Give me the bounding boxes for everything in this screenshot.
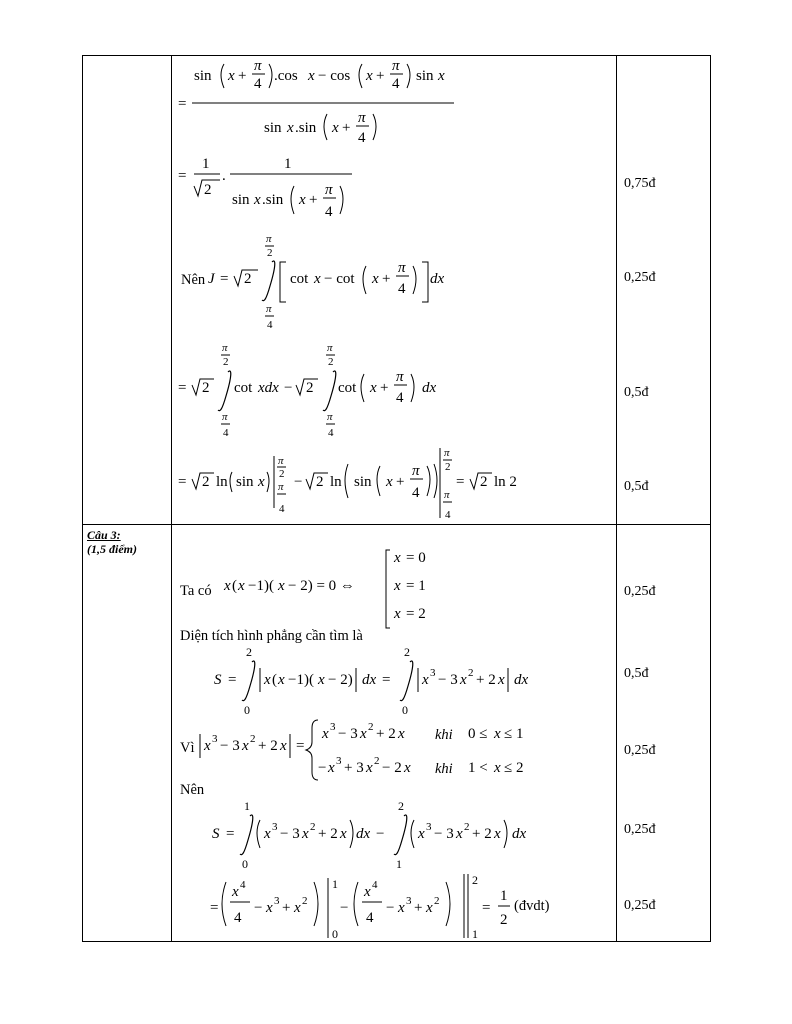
- svg-text:3: 3: [330, 721, 336, 733]
- svg-text:x: x: [394, 606, 401, 622]
- svg-text:− 3: − 3: [280, 826, 300, 842]
- svg-text:2: 2: [500, 912, 508, 928]
- svg-text:x: x: [278, 672, 285, 688]
- svg-text:+: +: [282, 900, 291, 916]
- svg-text:2: 2: [316, 474, 324, 490]
- svg-text:x: x: [264, 826, 271, 842]
- svg-text:0: 0: [244, 703, 250, 717]
- svg-text:x: x: [494, 726, 501, 742]
- svg-text:J: J: [208, 271, 215, 287]
- svg-text:2: 2: [279, 468, 285, 480]
- svg-text:− 3: − 3: [438, 672, 458, 688]
- svg-text:3: 3: [274, 895, 280, 907]
- svg-text:x: x: [398, 726, 405, 742]
- svg-text:− 3: − 3: [338, 726, 358, 742]
- svg-text:π: π: [325, 182, 333, 198]
- svg-text:2: 2: [223, 356, 229, 368]
- svg-text:x: x: [460, 672, 467, 688]
- svg-text:x: x: [302, 826, 309, 842]
- svg-text:π: π: [412, 463, 420, 479]
- svg-text:x: x: [360, 726, 367, 742]
- svg-text:x: x: [318, 672, 325, 688]
- svg-text:x: x: [204, 738, 211, 754]
- svg-text:x: x: [366, 68, 373, 84]
- text-nen: Nên: [180, 782, 205, 798]
- svg-text:1: 1: [202, 156, 210, 172]
- svg-text:π: π: [266, 233, 272, 245]
- svg-text:2: 2: [404, 645, 410, 659]
- svg-text:2: 2: [246, 645, 252, 659]
- svg-text:x: x: [228, 68, 235, 84]
- svg-text:− 2) = 0 ⇔: − 2) = 0 ⇔: [288, 578, 355, 594]
- svg-text:x: x: [494, 826, 501, 842]
- svg-text:+: +: [396, 474, 405, 490]
- svg-text:1: 1: [472, 927, 478, 938]
- svg-text:x: x: [308, 68, 315, 84]
- svg-text:x: x: [294, 900, 301, 916]
- svg-text:2: 2: [202, 474, 210, 490]
- svg-text:xdx: xdx: [258, 380, 279, 396]
- svg-text:1: 1: [244, 799, 250, 813]
- svg-text:dx: dx: [430, 271, 445, 287]
- svg-text:+: +: [376, 68, 385, 84]
- svg-text:S: S: [212, 826, 220, 842]
- svg-text:− cot: − cot: [324, 271, 355, 287]
- svg-text:4: 4: [445, 509, 451, 521]
- score-7: 0,25đ: [624, 743, 656, 758]
- svg-text:2: 2: [310, 821, 316, 833]
- svg-text:− 3: − 3: [220, 738, 240, 754]
- svg-text:≤ 2: ≤ 2: [504, 760, 524, 776]
- svg-text:0: 0: [332, 927, 338, 938]
- svg-text:2: 2: [480, 474, 488, 490]
- svg-text:x: x: [258, 474, 265, 490]
- text-dvdt: (đvdt): [514, 898, 550, 914]
- text-vi: Vì: [180, 740, 195, 756]
- svg-text:=: =: [226, 826, 235, 842]
- svg-text:x: x: [278, 578, 285, 594]
- svg-text:0: 0: [402, 703, 408, 717]
- svg-text:+: +: [342, 120, 351, 136]
- svg-text:1: 1: [332, 877, 338, 891]
- svg-text:+: +: [382, 271, 391, 287]
- svg-text:ln: ln: [330, 474, 342, 490]
- svg-text:3: 3: [212, 733, 218, 745]
- svg-text:=: =: [296, 738, 305, 754]
- svg-text:sin: sin: [264, 120, 282, 136]
- svg-text:x: x: [224, 578, 231, 594]
- table-border-left: [82, 55, 83, 942]
- svg-text:+: +: [238, 68, 247, 84]
- svg-text:−: −: [318, 760, 327, 776]
- svg-text:−: −: [294, 474, 303, 490]
- svg-text:=: =: [210, 900, 219, 916]
- svg-text:π: π: [266, 303, 272, 315]
- svg-text:2: 2: [368, 721, 374, 733]
- svg-text:π: π: [444, 489, 450, 501]
- math-block-2: [172, 528, 612, 938]
- svg-text:0 ≤: 0 ≤: [468, 726, 488, 742]
- svg-text:=: =: [178, 96, 187, 112]
- svg-text:dx: dx: [356, 826, 371, 842]
- svg-text:4: 4: [372, 879, 378, 891]
- svg-text:3: 3: [336, 755, 342, 767]
- score-3: 0,5đ: [624, 385, 649, 400]
- svg-text:π: π: [358, 110, 366, 126]
- svg-text:− cos: − cos: [318, 68, 351, 84]
- svg-text:4: 4: [366, 910, 374, 926]
- svg-text:+ 2: + 2: [258, 738, 278, 754]
- svg-text:x: x: [287, 120, 294, 136]
- math-block-1: [172, 56, 612, 526]
- svg-text:x: x: [386, 474, 393, 490]
- svg-text:x: x: [322, 726, 329, 742]
- svg-text:ln: ln: [216, 474, 228, 490]
- text-nen-j: Nên: [181, 272, 206, 288]
- svg-text:2: 2: [434, 895, 440, 907]
- svg-text:x: x: [232, 884, 239, 900]
- svg-text:2: 2: [202, 380, 210, 396]
- svg-text:1 <: 1 <: [468, 760, 488, 776]
- svg-text:−: −: [340, 900, 349, 916]
- svg-text:= 1: = 1: [406, 578, 426, 594]
- svg-text:x: x: [238, 578, 245, 594]
- svg-text:π: π: [222, 342, 228, 354]
- svg-text:dx: dx: [512, 826, 527, 842]
- svg-text:=: =: [456, 474, 465, 490]
- svg-text:4: 4: [396, 390, 404, 406]
- svg-text:π: π: [392, 58, 400, 74]
- svg-text:− 3: − 3: [434, 826, 454, 842]
- svg-text:2: 2: [250, 733, 256, 745]
- svg-text:=: =: [382, 672, 391, 688]
- svg-text:4: 4: [328, 427, 334, 439]
- text-dien-tich: Diện tích hình phẳng cần tìm là: [180, 628, 363, 644]
- svg-text:2: 2: [464, 821, 470, 833]
- svg-text:x: x: [340, 826, 347, 842]
- svg-text:=: =: [228, 672, 237, 688]
- svg-text:cot: cot: [338, 380, 357, 396]
- svg-text:sin: sin: [354, 474, 372, 490]
- svg-text:≤ 1: ≤ 1: [504, 726, 524, 742]
- svg-text:2: 2: [472, 873, 478, 887]
- score-5: 0,25đ: [624, 584, 656, 599]
- table-border-right: [710, 55, 711, 942]
- svg-text:+ 3: + 3: [344, 760, 364, 776]
- svg-text:4: 4: [412, 485, 420, 501]
- svg-text:x: x: [266, 900, 273, 916]
- svg-text:4: 4: [358, 130, 366, 146]
- svg-text:x: x: [394, 578, 401, 594]
- svg-text:4: 4: [240, 879, 246, 891]
- svg-text:x: x: [438, 68, 445, 84]
- svg-text:x: x: [456, 826, 463, 842]
- svg-text:x: x: [394, 550, 401, 566]
- svg-text:π: π: [444, 447, 450, 459]
- svg-text:.sin: .sin: [295, 120, 317, 136]
- svg-text:x: x: [254, 192, 261, 208]
- svg-text:sin: sin: [232, 192, 250, 208]
- svg-text:ln 2: ln 2: [494, 474, 517, 490]
- svg-text:2: 2: [302, 895, 308, 907]
- svg-text:x: x: [242, 738, 249, 754]
- svg-text:cot: cot: [290, 271, 309, 287]
- svg-text:−1)(: −1)(: [288, 672, 314, 688]
- svg-text:3: 3: [406, 895, 412, 907]
- svg-text:2: 2: [328, 356, 334, 368]
- svg-text:1: 1: [500, 888, 508, 904]
- svg-text:x: x: [370, 380, 377, 396]
- svg-text:3: 3: [430, 667, 436, 679]
- svg-text:π: π: [396, 369, 404, 385]
- svg-text:4: 4: [267, 319, 273, 331]
- svg-text:x: x: [404, 760, 411, 776]
- question-points: (1,5 điểm): [87, 542, 137, 556]
- score-8: 0,25đ: [624, 822, 656, 837]
- svg-text:2: 2: [306, 380, 314, 396]
- svg-text:x: x: [422, 672, 429, 688]
- svg-text:−: −: [376, 826, 385, 842]
- score-4: 0,5đ: [624, 479, 649, 494]
- svg-text:x: x: [314, 271, 321, 287]
- svg-text:π: π: [327, 342, 333, 354]
- score-2: 0,25đ: [624, 270, 656, 285]
- svg-text:4: 4: [398, 281, 406, 297]
- svg-text:+ 2: + 2: [318, 826, 338, 842]
- svg-text:+ 2: + 2: [376, 726, 396, 742]
- svg-text:2: 2: [374, 755, 380, 767]
- svg-text:+: +: [380, 380, 389, 396]
- svg-text:x: x: [494, 760, 501, 776]
- svg-text:2: 2: [445, 461, 451, 473]
- svg-text:=: =: [482, 900, 491, 916]
- svg-text:4: 4: [234, 910, 242, 926]
- svg-text:x: x: [332, 120, 339, 136]
- svg-text:π: π: [278, 481, 284, 493]
- svg-text:= 0: = 0: [406, 550, 426, 566]
- svg-text:=: =: [178, 168, 187, 184]
- svg-text:dx: dx: [514, 672, 529, 688]
- svg-text:4: 4: [254, 76, 262, 92]
- svg-text:+ 2: + 2: [472, 826, 492, 842]
- svg-text:cot: cot: [234, 380, 253, 396]
- svg-text:π: π: [278, 455, 284, 467]
- svg-text:4: 4: [325, 204, 333, 220]
- svg-text:= 2: = 2: [406, 606, 426, 622]
- svg-text:π: π: [222, 411, 228, 423]
- svg-text:2: 2: [244, 271, 252, 287]
- svg-text:π: π: [327, 411, 333, 423]
- svg-text:x: x: [328, 760, 335, 776]
- svg-text:sin: sin: [236, 474, 254, 490]
- text-ta-co: Ta có: [180, 583, 212, 599]
- score-9: 0,25đ: [624, 898, 656, 913]
- svg-text:4: 4: [279, 503, 285, 515]
- svg-text:−1)(: −1)(: [248, 578, 274, 594]
- svg-text:x: x: [299, 192, 306, 208]
- score-6: 0,5đ: [624, 666, 649, 681]
- svg-text:=: =: [178, 380, 187, 396]
- svg-text:+: +: [309, 192, 318, 208]
- svg-text:1: 1: [396, 857, 402, 871]
- svg-text:x: x: [264, 672, 271, 688]
- svg-text:(: (: [232, 578, 237, 594]
- svg-text:x: x: [498, 672, 505, 688]
- svg-text:x: x: [280, 738, 287, 754]
- svg-text:.sin: .sin: [262, 192, 284, 208]
- svg-text:2: 2: [204, 182, 212, 198]
- svg-text:=: =: [220, 271, 229, 287]
- text-khi-1: khi: [435, 727, 453, 743]
- table-border-bottom: [82, 941, 711, 942]
- svg-text:(: (: [272, 672, 277, 688]
- svg-text:2: 2: [267, 247, 273, 259]
- svg-text:π: π: [398, 260, 406, 276]
- question-title: Câu 3:: [87, 528, 121, 542]
- svg-text:.cos: .cos: [274, 68, 298, 84]
- svg-text:2: 2: [398, 799, 404, 813]
- svg-text:−: −: [386, 900, 395, 916]
- svg-text:x: x: [366, 760, 373, 776]
- svg-text:dx: dx: [422, 380, 437, 396]
- svg-text:x: x: [418, 826, 425, 842]
- svg-text:sin: sin: [416, 68, 434, 84]
- svg-text:1: 1: [284, 156, 292, 172]
- svg-text:−: −: [254, 900, 263, 916]
- svg-text:3: 3: [426, 821, 432, 833]
- svg-text:x: x: [426, 900, 433, 916]
- svg-text:2: 2: [468, 667, 474, 679]
- svg-text:dx: dx: [362, 672, 377, 688]
- svg-text:x: x: [398, 900, 405, 916]
- svg-text:S: S: [214, 672, 222, 688]
- svg-text:− 2): − 2): [328, 672, 353, 688]
- svg-text:.: .: [222, 168, 226, 184]
- svg-text:4: 4: [223, 427, 229, 439]
- svg-text:3: 3: [272, 821, 278, 833]
- text-khi-2: khi: [435, 761, 453, 777]
- svg-text:=: =: [178, 474, 187, 490]
- svg-text:4: 4: [392, 76, 400, 92]
- table-divider-2: [616, 55, 617, 942]
- svg-text:− 2: − 2: [382, 760, 402, 776]
- svg-text:0: 0: [242, 857, 248, 871]
- svg-text:π: π: [254, 58, 262, 74]
- svg-text:x: x: [372, 271, 379, 287]
- svg-text:−: −: [284, 380, 293, 396]
- svg-text:sin: sin: [194, 68, 212, 84]
- svg-text:+: +: [414, 900, 423, 916]
- svg-text:+ 2: + 2: [476, 672, 496, 688]
- svg-text:x: x: [364, 884, 371, 900]
- score-1: 0,75đ: [624, 176, 656, 191]
